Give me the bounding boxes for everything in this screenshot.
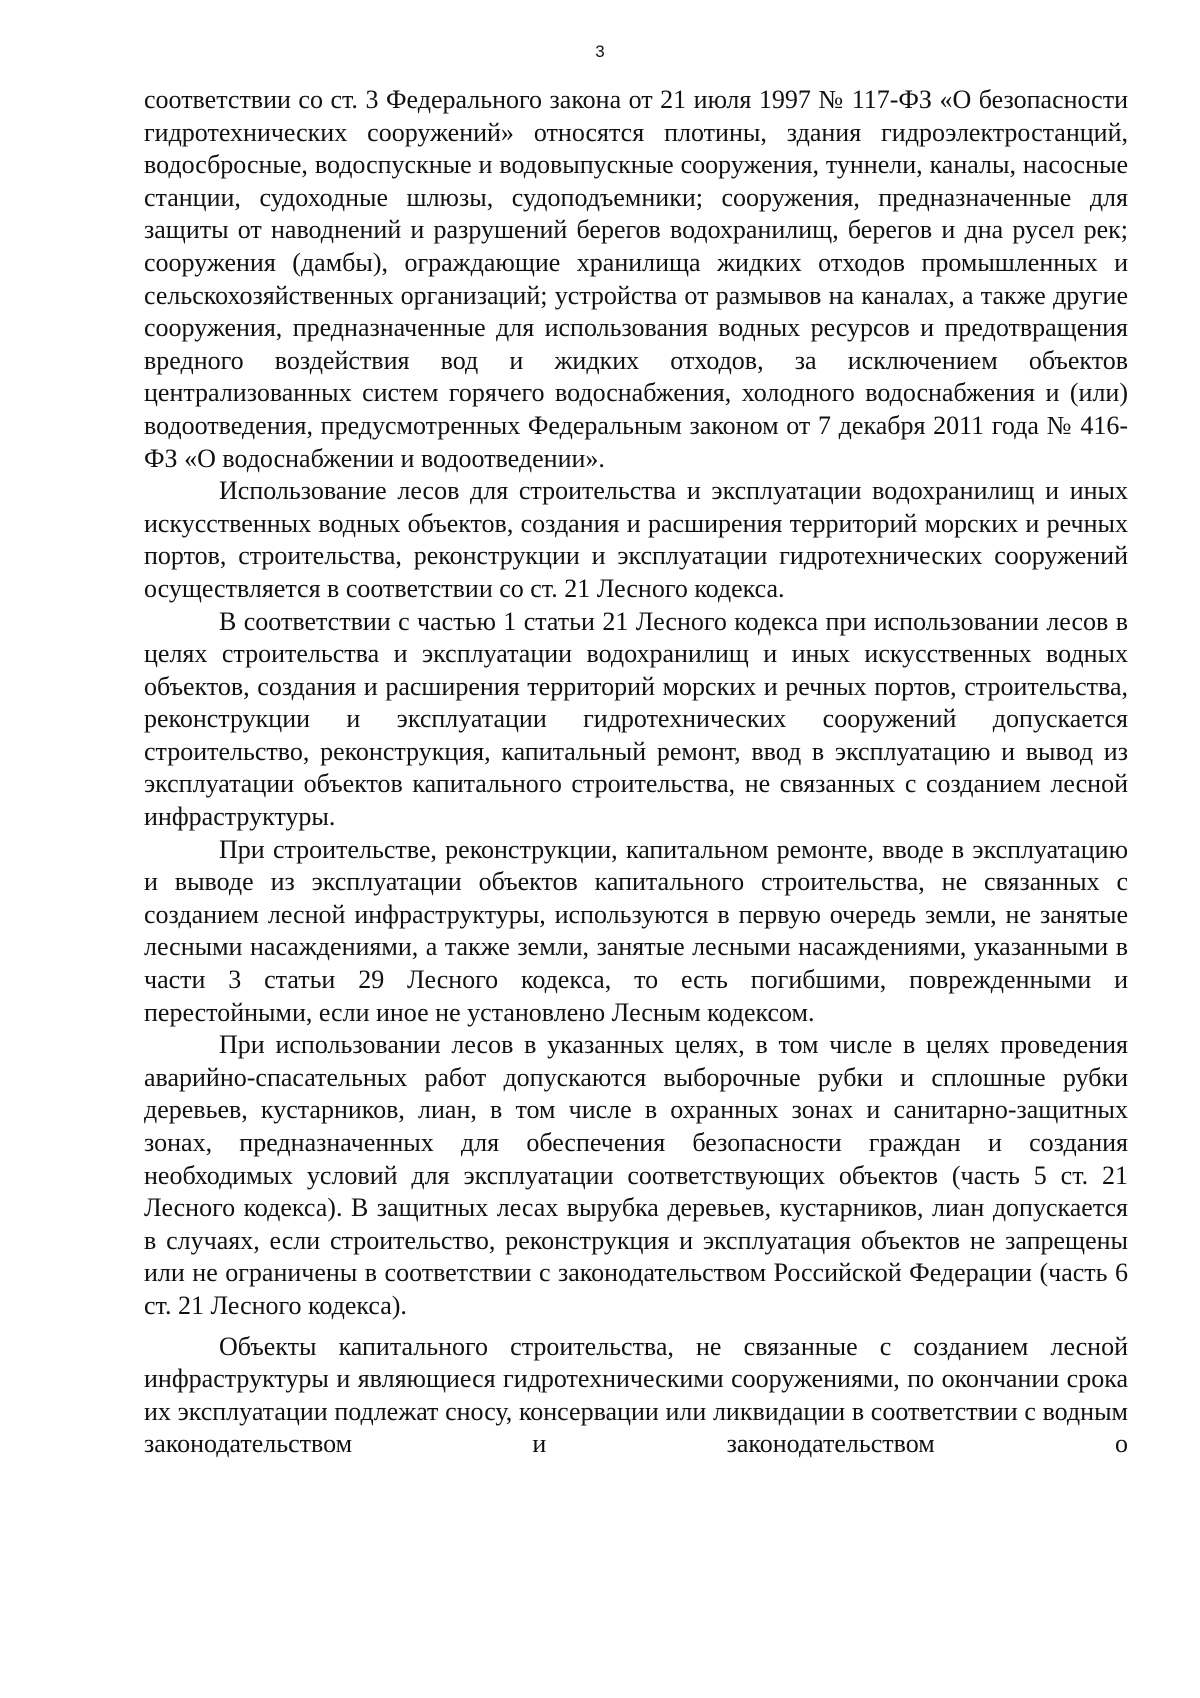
- paragraph-felling-rules: При использовании лесов в указанных целях, в том числе в целях проведения аварийно-спасательных работ допускаются выборочные рубки и сплошные рубки деревьев, кустарников, лиан, в том числе в охранных зонах и санитарно-защитных зонах, предназначенных для обеспечения безопасности граждан и создания необходимых условий для эксплуатации соответствующих объектов (часть 5 ст. 21 Лесного кодекса). В защитных лесах вырубка деревьев, кустарников, лиан допускается в случаях, если строительство, реконструкция и эксплуатация объектов не запрещены или не ограничены в соответствии с законодательством Российской Федерации (часть 6 ст. 21 Лесного кодекса).: [144, 1030, 1128, 1320]
- paragraph-continuation: соответствии со ст. 3 Федерального закона от 21 июля 1997 № 117-ФЗ «О безопасности гидротехнических сооружений» относятся плотины, здания гидроэлектростанций, водосбросные, водоспускные и водовыпускные сооружения, туннели, каналы, насосные станции, судоходные шлюзы, судоподъемники; сооружения, предназначенные для защиты от наводнений и разрушений берегов водохранилищ, берегов и дна русел рек; сооружения (дамбы), ограждающие хранилища жидких отходов промышленных и сельскохозяйственных организаций; устройства от размывов на каналах, а также другие сооружения, предназначенные для использования водных ресурсов и предотвращения вредного воздействия вод и жидких отходов, за исключением объектов централизованных систем горячего водоснабжения, холодного водоснабжения и (или) водоотведения, предусмотренных Федеральным законом от 7 декабря 2011 года № 416-ФЗ «О водоснабжении и водоотведении».: [144, 85, 1128, 473]
- paragraph-construction-land-use: При строительстве, реконструкции, капитальном ремонте, вводе в эксплуатацию и выводе из эксплуатации объектов капитального строительства, не связанных с созданием лесной инфраструктуры, используются в первую очередь земли, не занятые лесными насаждениями, а также земли, занятые лесными насаждениями, указанными в части 3 статьи 29 Лесного кодекса, то есть погибшими, поврежденными и перестойными, если иное не установлено Лесным кодексом.: [144, 834, 1128, 1027]
- document-body: [144, 84, 1128, 1461]
- page-number: 3: [595, 42, 605, 61]
- paragraph-demolition: Объекты капитального строительства, не связанные с созданием лесной инфраструктуры и являющиеся гидротехническими сооружениями, по окончании срока их эксплуатации подлежат сносу, консервации или ликвидации в соответствии с водным законодательством и законодательством о: [144, 1331, 1128, 1459]
- paragraph-part-1-article-21: В соответствии с частью 1 статьи 21 Лесного кодекса при использовании лесов в целях строительства и эксплуатации водохранилищ и иных искусственных водных объектов, создания и расширения территорий морских и речных портов, строительства, реконструкции и эксплуатации гидротехнических сооружений допускается строительство, реконструкция, капитальный ремонт, ввод в эксплуатацию и вывод из эксплуатации объектов капитального строительства, не связанных с созданием лесной инфраструктуры.: [144, 606, 1128, 832]
- paragraph-forest-use-article-21: Использование лесов для строительства и эксплуатации водохранилищ и иных искусственных водных объектов, создания и расширения территорий морских и речных портов, строительства, реконструкции и эксплуатации гидротехнических сооружений осуществляется в соответствии со ст. 21 Лесного кодекса.: [144, 476, 1128, 603]
